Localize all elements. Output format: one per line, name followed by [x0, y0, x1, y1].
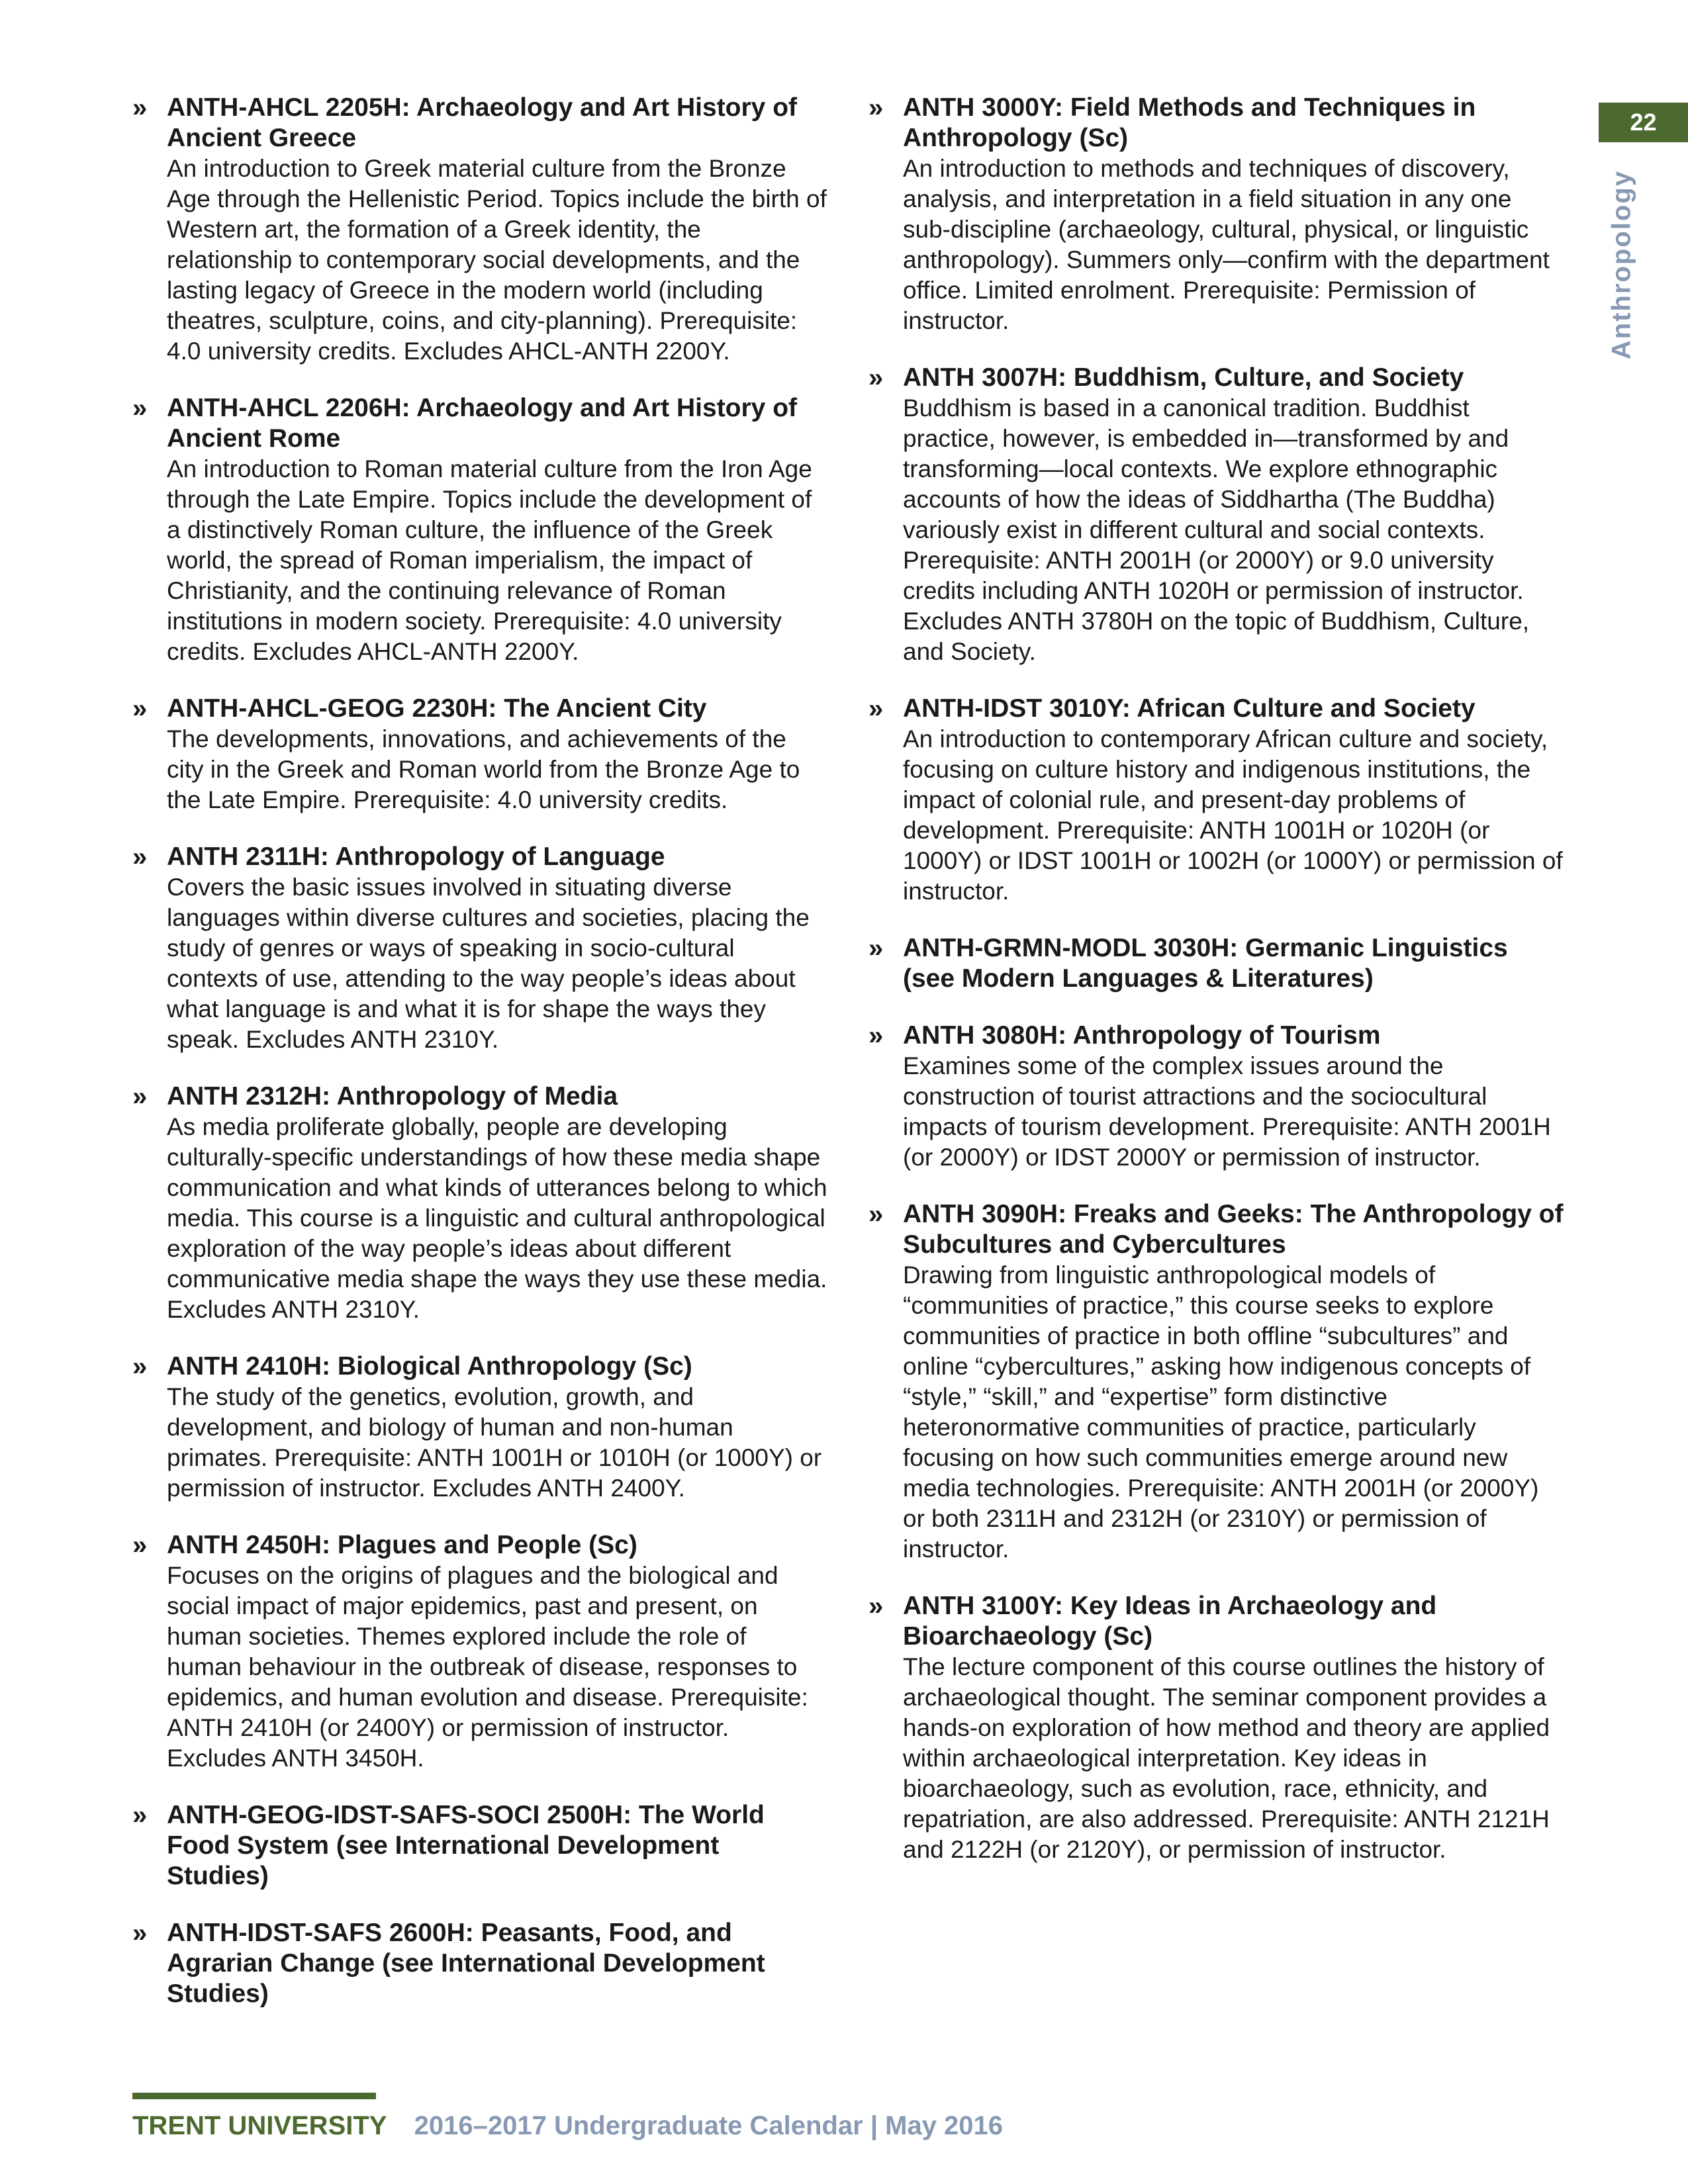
- course-entry: [132, 1081, 827, 1325]
- course-description: An introduction to Roman material culture from the Iron Age through the Late Empire. Topics include the development of a distinctively Roman culture, the influence of the Greek world, the spread of Roman imperialism, the impact of Christianity, and the continuing relevance of Roman institutions in modern society. Prerequisite: 4.0 university credits. Excludes AHCL-ANTH 2200Y.: [167, 455, 812, 665]
- course-title: ANTH 2312H: Anthropology of Media: [167, 1082, 618, 1111]
- course-entry: [132, 842, 827, 1055]
- course-entry: [132, 1918, 827, 2009]
- page-number: 22: [1630, 109, 1657, 136]
- course-title: ANTH-GEOG-IDST-SAFS-SOCI 2500H: The World Food System (see International Development Studies): [167, 1801, 765, 1890]
- course-title: ANTH 2311H: Anthropology of Language: [167, 842, 665, 871]
- course-entry: [132, 393, 827, 667]
- course-entry: [132, 694, 827, 815]
- course-description: The developments, innovations, and achievements of the city in the Greek and Roman world from the Bronze Age to the Late Empire. Prerequisite: 4.0 university credits.: [167, 725, 800, 813]
- course-entry: [868, 694, 1564, 907]
- course-title: ANTH 2410H: Biological Anthropology (Sc): [167, 1352, 692, 1381]
- course-entry: [132, 1351, 827, 1504]
- bullet-icon: »: [132, 93, 148, 122]
- bullet-icon: »: [132, 694, 148, 723]
- course-title: ANTH 2450H: Plagues and People (Sc): [167, 1531, 637, 1559]
- course-title: ANTH-GRMN-MODL 3030H: Germanic Linguistics (see Modern Languages & Literatures): [903, 934, 1508, 993]
- course-description: Drawing from linguistic anthropological models of “communities of practice,” this course seeks to explore communities of practice in both offline “subcultures” and online “cybercultures,” asking how indigenous concepts of “style,” “skill,” and “expertise” form distinctive heteronormative communities of practice, particularly focusing on how such communities emerge around new media technologies. Prerequisite: ANTH 2001H (or 2000Y) or both 2311H and 2312H (or 2310Y) or permission of instructor.: [903, 1261, 1539, 1563]
- course-description: The study of the genetics, evolution, growth, and development, and biology of human and non-human primates. Prerequisite: ANTH 1001H or 1010H (or 1000Y) or permission of instructor. Excludes ANTH 2400Y.: [167, 1383, 822, 1502]
- bullet-icon: »: [132, 1801, 148, 1830]
- bullet-icon: »: [132, 1082, 148, 1111]
- bullet-icon: »: [868, 1200, 884, 1229]
- course-entry: [868, 1021, 1564, 1173]
- course-description: Buddhism is based in a canonical tradition. Buddhist practice, however, is embedded in—transformed by and transforming—local contexts. We explore ethnographic accounts of how the ideas of Siddhartha (The Buddha) variously exist in different cultural and social contexts. Prerequisite: ANTH 2001H (or 2000Y) or 9.0 university credits including ANTH 1020H or permission of instructor. Excludes ANTH 3780H on the topic of Buddhism, Culture, and Society.: [903, 394, 1530, 665]
- course-description: An introduction to methods and techniques of discovery, analysis, and interpretation in a field situation in any one sub-discipline (archaeology, cultural, physical, or linguistic anthropology). Summers only—confirm with the department office. Limited enrolment. Prerequisite: Permission of instructor.: [903, 155, 1550, 334]
- bullet-icon: »: [132, 394, 148, 423]
- course-description: The lecture component of this course outlines the history of archaeological thought. The seminar component provides a hands-on exploration of how method and theory are applied within archaeological interpretation. Key ideas in bioarchaeology, such as evolution, race, ethnicity, and repatriation, are also addressed. Prerequisite: ANTH 2121H and 2122H (or 2120Y), or permission of instructor.: [903, 1653, 1550, 1863]
- bullet-icon: »: [868, 1592, 884, 1621]
- bullet-icon: »: [868, 934, 884, 963]
- course-entry: [868, 1199, 1564, 1565]
- course-title: ANTH 3000Y: Field Methods and Techniques in Anthropology (Sc): [903, 93, 1476, 152]
- course-description: Covers the basic issues involved in situating diverse languages within diverse cultures and societies, placing the study of genres or ways of speaking in socio-cultural contexts of use, attending to the way people’s ideas about what language is and what it is for shape the ways they speak. Excludes ANTH 2310Y.: [167, 874, 810, 1053]
- bullet-icon: »: [868, 1021, 884, 1050]
- course-title: ANTH-AHCL-GEOG 2230H: The Ancient City: [167, 694, 707, 723]
- footer-calendar: 2016–2017 Undergraduate Calendar | May 2016: [414, 2111, 1004, 2140]
- bullet-icon: »: [132, 1919, 148, 1948]
- course-entry: [868, 363, 1564, 667]
- right-column: [868, 93, 1564, 1891]
- course-title: ANTH 3090H: Freaks and Geeks: The Anthropology of Subcultures and Cybercultures: [903, 1200, 1564, 1259]
- course-entry: [868, 933, 1564, 994]
- bullet-icon: »: [868, 93, 884, 122]
- course-title: ANTH 3080H: Anthropology of Tourism: [903, 1021, 1381, 1050]
- course-title: ANTH 3100Y: Key Ideas in Archaeology and Bioarchaeology (Sc): [903, 1592, 1437, 1651]
- footer: [132, 2111, 1003, 2141]
- course-title: ANTH-IDST-SAFS 2600H: Peasants, Food, and Agrarian Change (see International Development Studies): [167, 1919, 765, 2008]
- course-description: As media proliferate globally, people are developing culturally-specific understandings of how these media shape communication and what kinds of utterances belong to which media. This course is a linguistic and cultural anthropological exploration of the way people’s ideas about different communicative media shape the ways they use these media. Excludes ANTH 2310Y.: [167, 1113, 827, 1323]
- page-number-tab: [1599, 103, 1688, 142]
- course-title: ANTH-AHCL 2205H: Archaeology and Art History of Ancient Greece: [167, 93, 798, 152]
- section-label: Anthropology: [1607, 169, 1636, 360]
- course-entry: [132, 1530, 827, 1774]
- bullet-icon: »: [868, 363, 884, 392]
- course-entry: [132, 93, 827, 367]
- course-description: Examines some of the complex issues around the construction of tourist attractions and the sociocultural impacts of tourism development. Prerequisite: ANTH 2001H (or 2000Y) or IDST 2000Y or permission of instructor.: [903, 1052, 1551, 1171]
- left-column: [132, 93, 827, 2036]
- course-entry: [868, 93, 1564, 336]
- course-description: An introduction to contemporary African culture and society, focusing on culture history and indigenous institutions, the impact of colonial rule, and present-day problems of development. Prerequisite: ANTH 1001H or 1020H (or 1000Y) or IDST 1001H or 1002H (or 1000Y) or permission of instructor.: [903, 725, 1563, 905]
- course-title: ANTH-AHCL 2206H: Archaeology and Art History of Ancient Rome: [167, 394, 798, 453]
- course-title: ANTH-IDST 3010Y: African Culture and Society: [903, 694, 1476, 723]
- bullet-icon: »: [132, 842, 148, 872]
- course-description: Focuses on the origins of plagues and the biological and social impact of major epidemics, past and present, on human societies. Themes explored include the role of human behaviour in the outbreak of disease, responses to epidemics, and human evolution and disease. Prerequisite: ANTH 2410H (or 2400Y) or permission of instructor. Excludes ANTH 3450H.: [167, 1562, 808, 1772]
- course-entry: [868, 1591, 1564, 1865]
- course-entry: [132, 1800, 827, 1891]
- bullet-icon: »: [868, 694, 884, 723]
- bullet-icon: »: [132, 1352, 148, 1381]
- footer-rule: [132, 2093, 376, 2099]
- course-title: ANTH 3007H: Buddhism, Culture, and Society: [903, 363, 1464, 392]
- footer-university: TRENT UNIVERSITY: [132, 2111, 387, 2140]
- course-description: An introduction to Greek material culture from the Bronze Age through the Hellenistic Period. Topics include the birth of Western art, the formation of a Greek identity, the relationship to contemporary social developments, and the lasting legacy of Greece in the modern world (including theatres, sculpture, coins, and city-planning). Prerequisite: 4.0 university credits. Excludes AHCL-ANTH 2200Y.: [167, 155, 827, 365]
- bullet-icon: »: [132, 1531, 148, 1560]
